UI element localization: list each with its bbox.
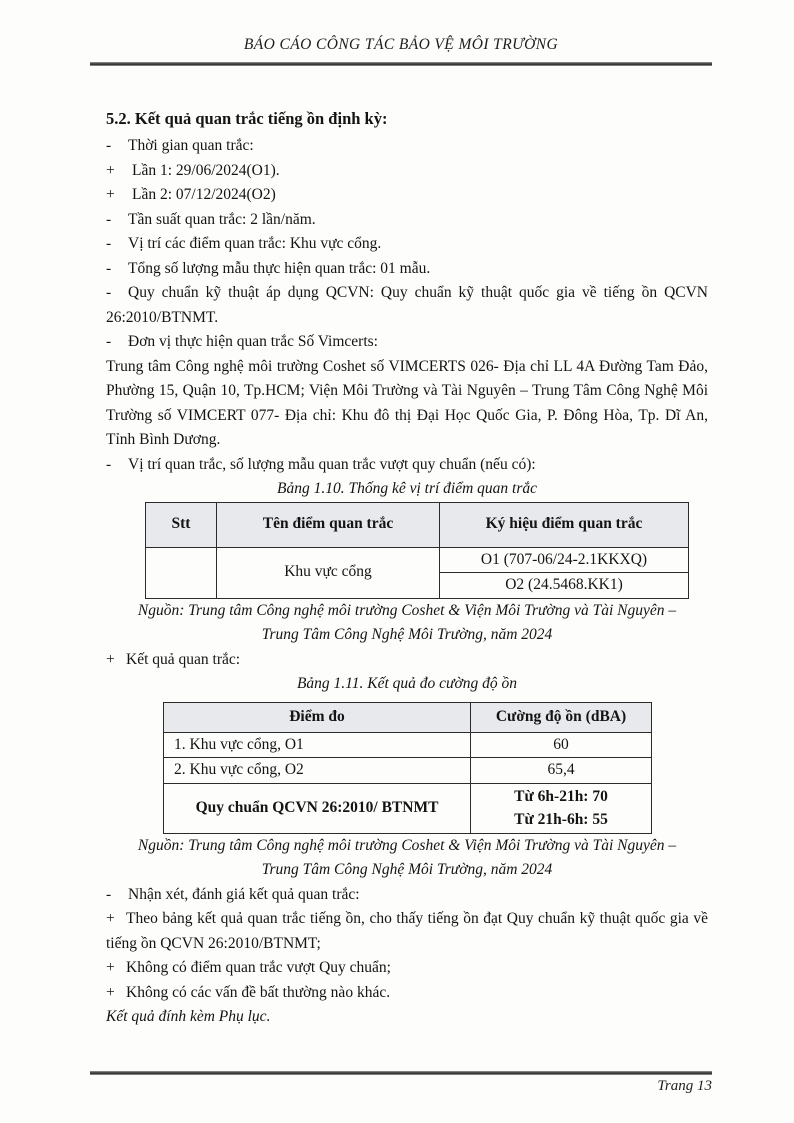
document-body (106, 106, 708, 1030)
locations-text: Vị trí các điểm quan trắc: Khu vực cổng. (128, 235, 382, 252)
cell-point-name: Khu vực cổng (217, 547, 440, 598)
cell-point-o1: 1. Khu vực cổng, O1 (164, 732, 471, 758)
remark-3-text: Không có các vấn đề bất thường nào khác. (126, 983, 391, 1001)
dash-bullet: - (106, 235, 112, 252)
plus-bullet: + (106, 161, 115, 179)
table-1-11-standard-row (164, 783, 652, 833)
table-1-11-source (106, 834, 708, 883)
cell-code-o2: O2 (24.5468.KK1) (440, 573, 689, 599)
header-cell-stt: Stt (146, 502, 217, 547)
page-number: Trang 13 (657, 1078, 712, 1094)
monitoring-time-label: Thời gian quan trắc: (128, 137, 254, 154)
cell-value-o1: 60 (471, 732, 652, 758)
cell-standard-label: Quy chuẩn QCVN 26:2010/ BTNMT (164, 783, 471, 833)
cell-code-o1: O1 (707-06/24-2.1KKXQ) (440, 547, 689, 573)
list-item-unit-label (106, 330, 708, 355)
table-1-11-header-row (164, 702, 652, 732)
dash-bullet: - (106, 259, 112, 277)
source-line-1: Nguồn: Trung tâm Công nghệ môi trường Coshet & Viện Môi Trường và Tài Nguyên – (137, 601, 677, 619)
table-1-10-source (106, 599, 708, 648)
remark-1-text: Theo bảng kết quả quan trắc tiếng ồn, cho thấy tiếng ồn đạt Quy chuẩn kỹ thuật quốc gia về tiếng ồn QCVN 26:2010/BTNMT; (106, 910, 708, 952)
header-cell-point-name: Tên điểm quan trắc (217, 502, 440, 547)
standard-text: Quy chuẩn kỹ thuật áp dụng QCVN: Quy chuẩn kỹ thuật quốc gia về tiếng ồn QCVN 26:2010/BTNMT. (106, 284, 708, 326)
list-item-monitoring-time (106, 134, 708, 159)
list-item-standard (106, 281, 708, 330)
dash-bullet: - (106, 210, 112, 228)
header-rule (90, 62, 712, 66)
cell-standard-limits (471, 783, 652, 833)
list-item-round1 (106, 159, 708, 184)
running-header (90, 36, 712, 54)
source-line-2: Trung Tâm Công Nghệ Môi Trường, năm 2024 (261, 626, 553, 643)
table-1-11-row-o1 (164, 732, 652, 758)
list-item-exceed (106, 453, 708, 478)
header-cell-noise-level: Cường độ ồn (dBA) (471, 702, 652, 732)
table-1-11 (163, 702, 652, 834)
unit-detail-paragraph: Trung tâm Công nghệ môi trường Coshet số VIMCERTS 026- Địa chỉ LL 4A Đường Tam Đảo, Phường 15, Quận 10, Tp.HCM; Viện Môi Trường và Tài Nguyên – Trung Tâm Công Nghệ Môi Trường số VIMCERT 077- Địa chỉ: Khu đô thị Đại Học Quốc Gia, P. Đông Hòa, Tp. Dĩ An, Tỉnh Bình Dương. (106, 357, 708, 448)
table-1-11-row-o2 (164, 758, 652, 784)
footer-rule (90, 1071, 712, 1075)
cell-value-o2: 65,4 (471, 758, 652, 784)
list-item-total-samples (106, 257, 708, 282)
table-1-11-caption: Bảng 1.11. Kết quả đo cường độ ồn (296, 675, 518, 692)
round2-text: Lần 2: 07/12/2024(O2) (132, 186, 276, 203)
limit-day: Từ 6h-21h: 70 (514, 788, 608, 805)
cell-point-o2: 2. Khu vực cổng, O2 (164, 758, 471, 784)
cell-stt (146, 547, 217, 598)
remark-2-text: Không có điểm quan trắc vượt Quy chuẩn; (126, 959, 391, 976)
dash-bullet: - (106, 333, 112, 350)
running-header-title: BÁO CÁO CÔNG TÁC BẢO VỆ MÔI TRƯỜNG (243, 36, 559, 53)
round1-text: Lần 1: 29/06/2024(O1). (132, 161, 280, 179)
list-item-frequency (106, 208, 708, 233)
limit-night: Từ 21h-6h: 55 (514, 811, 608, 828)
dash-bullet: - (106, 885, 112, 903)
attachment-note: Kết quả đính kèm Phụ lục. (106, 1008, 271, 1025)
list-item-locations (106, 232, 708, 257)
table-1-10-header-row (146, 502, 689, 547)
plus-bullet: + (106, 983, 115, 1001)
plus-bullet: + (106, 910, 115, 927)
remarks-label-text: Nhận xét, đánh giá kết quả quan trắc: (128, 885, 360, 903)
list-item-round2 (106, 183, 708, 208)
dash-bullet: - (106, 455, 112, 473)
plus-bullet: + (106, 959, 115, 976)
dash-bullet: - (106, 284, 112, 301)
dash-bullet: - (106, 137, 112, 154)
frequency-text: Tần suất quan trắc: 2 lần/năm. (128, 210, 316, 228)
section-heading: 5.2. Kết quả quan trắc tiếng ồn định kỳ: (106, 109, 388, 128)
list-item-results (106, 648, 708, 673)
exceed-text: Vị trí quan trắc, số lượng mẫu quan trắc vượt quy chuẩn (nếu có): (128, 455, 536, 473)
header-cell-measure-point: Điểm đo (164, 702, 471, 732)
list-item-remarks (106, 883, 708, 908)
total-samples-text: Tổng số lượng mẫu thực hiện quan trắc: 01 mẫu. (128, 259, 431, 277)
source-line-2: Trung Tâm Công Nghệ Môi Trường, năm 2024 (261, 861, 553, 878)
table-1-10 (145, 502, 689, 599)
plus-bullet: + (106, 650, 115, 668)
table-1-10-caption: Bảng 1.10. Thống kê vị trí điểm quan trắc (276, 480, 538, 497)
table-1-10-data-row (146, 547, 689, 573)
results-label-text: Kết quả quan trắc: (126, 650, 241, 668)
header-cell-point-code: Ký hiệu điểm quan trắc (440, 502, 689, 547)
plus-bullet: + (106, 186, 115, 203)
remark-item-2 (106, 956, 708, 981)
remark-item-3 (106, 981, 708, 1006)
remark-item-1 (106, 907, 708, 956)
source-line-1: Nguồn: Trung tâm Công nghệ môi trường Coshet & Viện Môi Trường và Tài Nguyên – (137, 836, 677, 854)
unit-label-text: Đơn vị thực hiện quan trắc Số Vimcerts: (128, 333, 378, 350)
